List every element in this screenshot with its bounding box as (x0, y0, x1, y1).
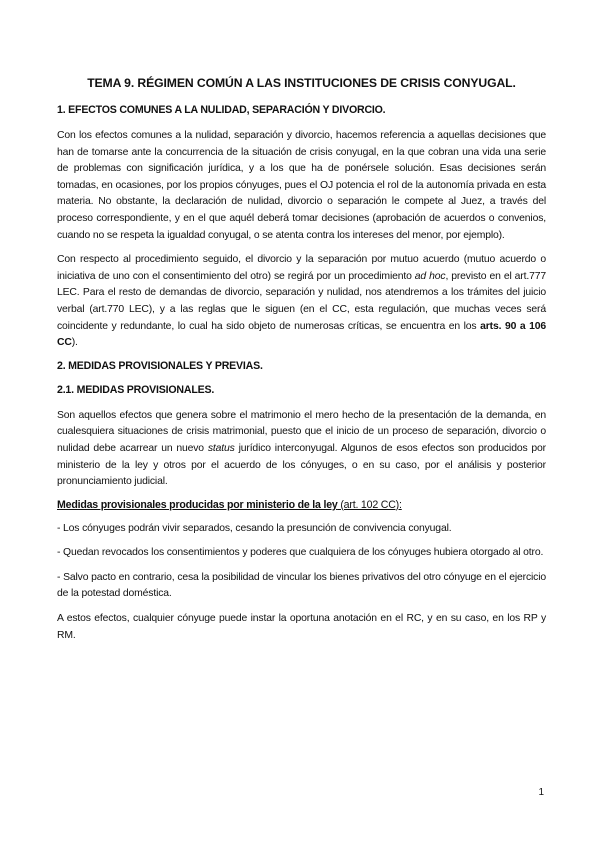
s21-text-a: Son aquellos efectos que genera sobre el matrimonio el mero hecho de la presentación de la demanda, en cualesquiera situaciones de crisis matrimonial, puesto que el inicio de un proceso de separación, divorcio o nulidad debe acarrear un nuevo (57, 409, 546, 454)
measures-subheading-bold: Medidas provisionales producidas por ministerio de la ley (57, 498, 338, 511)
p2-text-a: Con respecto al procedimiento seguido, el divorcio y la separación por mutuo acuerdo (mutuo acuerdo o iniciativa de uno con el consentimiento del otro) se regirá por un procedimiento (57, 254, 546, 282)
document-title: TEMA 9. RÉGIMEN COMÚN A LAS INSTITUCIONES DE CRISIS CONYUGAL. (87, 76, 516, 90)
measure-item-3: - Salvo pacto en contrario, cesa la posibilidad de vincular los bienes privativos del otro cónyuge en el ejercicio de la potestad doméstica. (57, 571, 546, 600)
section-1-paragraph-1: Con los efectos comunes a la nulidad, separación y divorcio, hacemos referencia a aquellas decisiones que han de tomarse ante la concurrencia de la situación de crisis conyugal, en la que cobran una vida una serie de problemas con significación jurídica, y a los que ha de ponérsele solución. Esas decisiones serán tomadas, en ocasiones, por los propios cónyuges, pues el OJ potencia el rol de la autonomía privada en esta materia. No obstante, la declaración de nulidad, divorcio o separación le compete al Juez, a través del proceso correspondiente, y en el que aquél deberá tomar decisiones (aprobación de acuerdos o convenios, cuando no se respeta la igualdad conyugal, o se atenta contra los intereses del menor, por ejemplo). (57, 130, 546, 241)
section-1-paragraph-2 (57, 252, 546, 352)
s21-status: status (207, 442, 235, 454)
page-number: 1 (538, 787, 544, 798)
closing-paragraph: A estos efectos, cualquier cónyuge puede instar la oportuna anotación en el RC, y en su caso, en los RP y RM. (57, 613, 546, 641)
document-page (57, 76, 546, 652)
p2-adhoc: ad hoc (414, 270, 446, 282)
measures-subheading-plain: (art. 102 CC): (337, 498, 402, 511)
measure-item-1: - Los cónyuges podrán vivir separados, cesando la presunción de convivencia conyugal. (57, 522, 452, 534)
p2-text-b: , previsto en el art.777 LEC. Para el resto de demandas de divorcio, separación y nulidad, nos atendremos a los trámites del juicio verbal (art.770 LEC), y a las reglas que le siguen (en el CC, esta regulación, que muchas veces será coincidente y redundante, lo cual ha sido objeto de numerosas críticas, se encuentra en los (57, 270, 546, 332)
s21-text-b: jurídico interconyugal. Algunos de esos efectos son producidos por ministerio de la ley y otros por el acuerdo de los cónyuges, o en su caso, por el análisis y posterior pronunciamiento judicial. (57, 442, 546, 488)
section-2-heading: 2. MEDIDAS PROVISIONALES Y PREVIAS. (57, 359, 263, 372)
section-2-1-paragraph-1 (57, 408, 546, 491)
p2-text-c: ). (71, 337, 78, 349)
measure-item-2: - Quedan revocados los consentimientos y poderes que cualquiera de los cónyuges hubiera otorgado al otro. (57, 547, 544, 559)
section-2-1-heading: 2.1. MEDIDAS PROVISIONALES. (57, 383, 215, 396)
section-1-heading: 1. EFECTOS COMUNES A LA NULIDAD, SEPARACIÓN Y DIVORCIO. (57, 104, 386, 116)
p2-articles: arts. 90 a 106 CC (57, 320, 546, 349)
measures-subheading (57, 499, 546, 511)
